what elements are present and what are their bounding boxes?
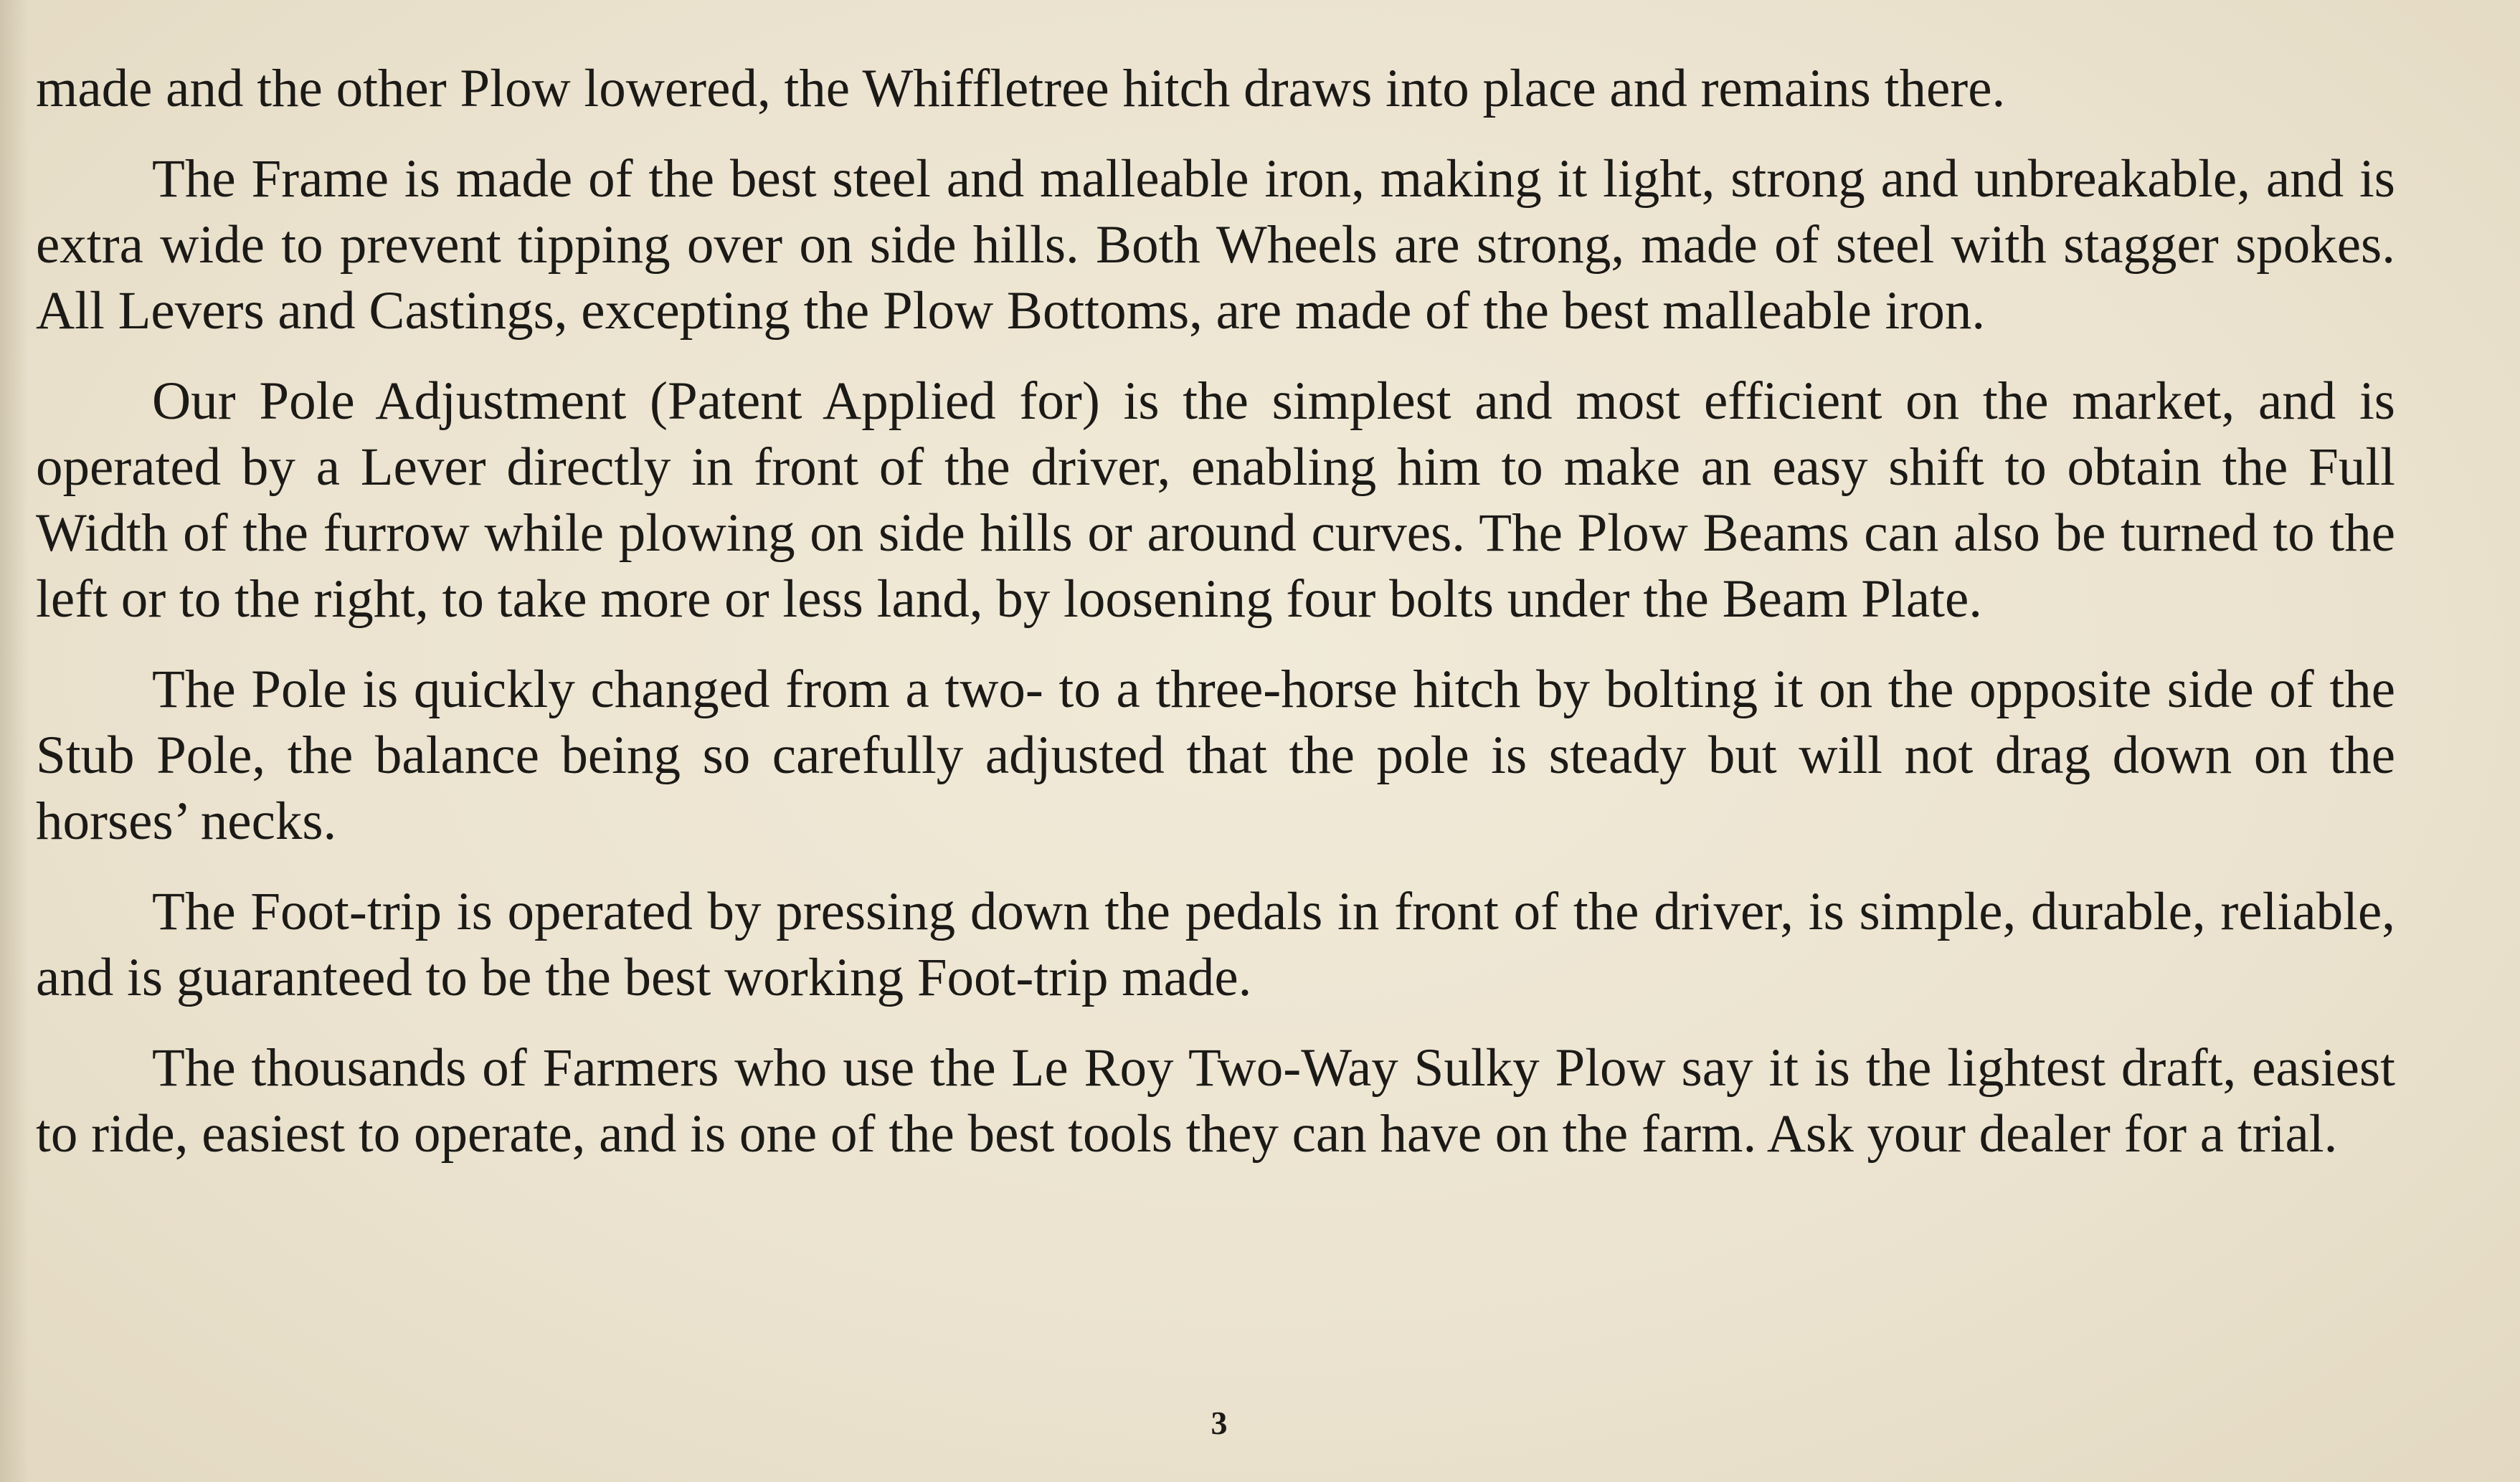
paragraph-farmers: The thousands of Farmers who use the Le Roy Two-Way Sulky Plow say it is the lightest draft, easiest to ride, easiest to operate, and is one of the best tools they can have on the farm. Ask your dealer for a trial.: [36, 1038, 2395, 1164]
binding-shadow: [0, 0, 29, 1482]
page-number: 3: [1211, 1405, 1228, 1441]
paragraph-foot-trip: The Foot-trip is operated by pressing down the pedals in front of the driver, is simple, durable, reliable, and is guaranteed to be the best working Foot-trip made.: [36, 882, 2395, 1007]
body-text: [36, 56, 2395, 1192]
paragraph-pole-adjustment: Our Pole Adjustment (Patent Applied for) is the simplest and most efficient on the market, and is operated by a Lever directly in front of the driver, enabling him to make an easy shift to obtain the Full Width of the furrow while plowing on side hills or around curves. The Plow Beams can also be turned to the left or to the right, to take more or less land, by loosening four bolts under the Beam Plate.: [36, 371, 2395, 629]
paragraph-frame: The Frame is made of the best steel and malleable iron, making it light, strong and unbreakable, and is extra wide to prevent tipping over on side hills. Both Wheels are strong, made of steel with stagger spokes. All Levers and Castings, excepting the Plow Bottoms, are made of the best malleable iron.: [36, 149, 2395, 341]
paragraph-continuation: made and the other Plow lowered, the Whiffletree hitch draws into place and remains there.: [36, 59, 2006, 118]
paragraph-pole-hitch: The Pole is quickly changed from a two- to a three-horse hitch by bolting it on the opposite side of the Stub Pole, the balance being so carefully adjusted that the pole is steady but will not drag down on the horses’ necks.: [36, 660, 2395, 851]
